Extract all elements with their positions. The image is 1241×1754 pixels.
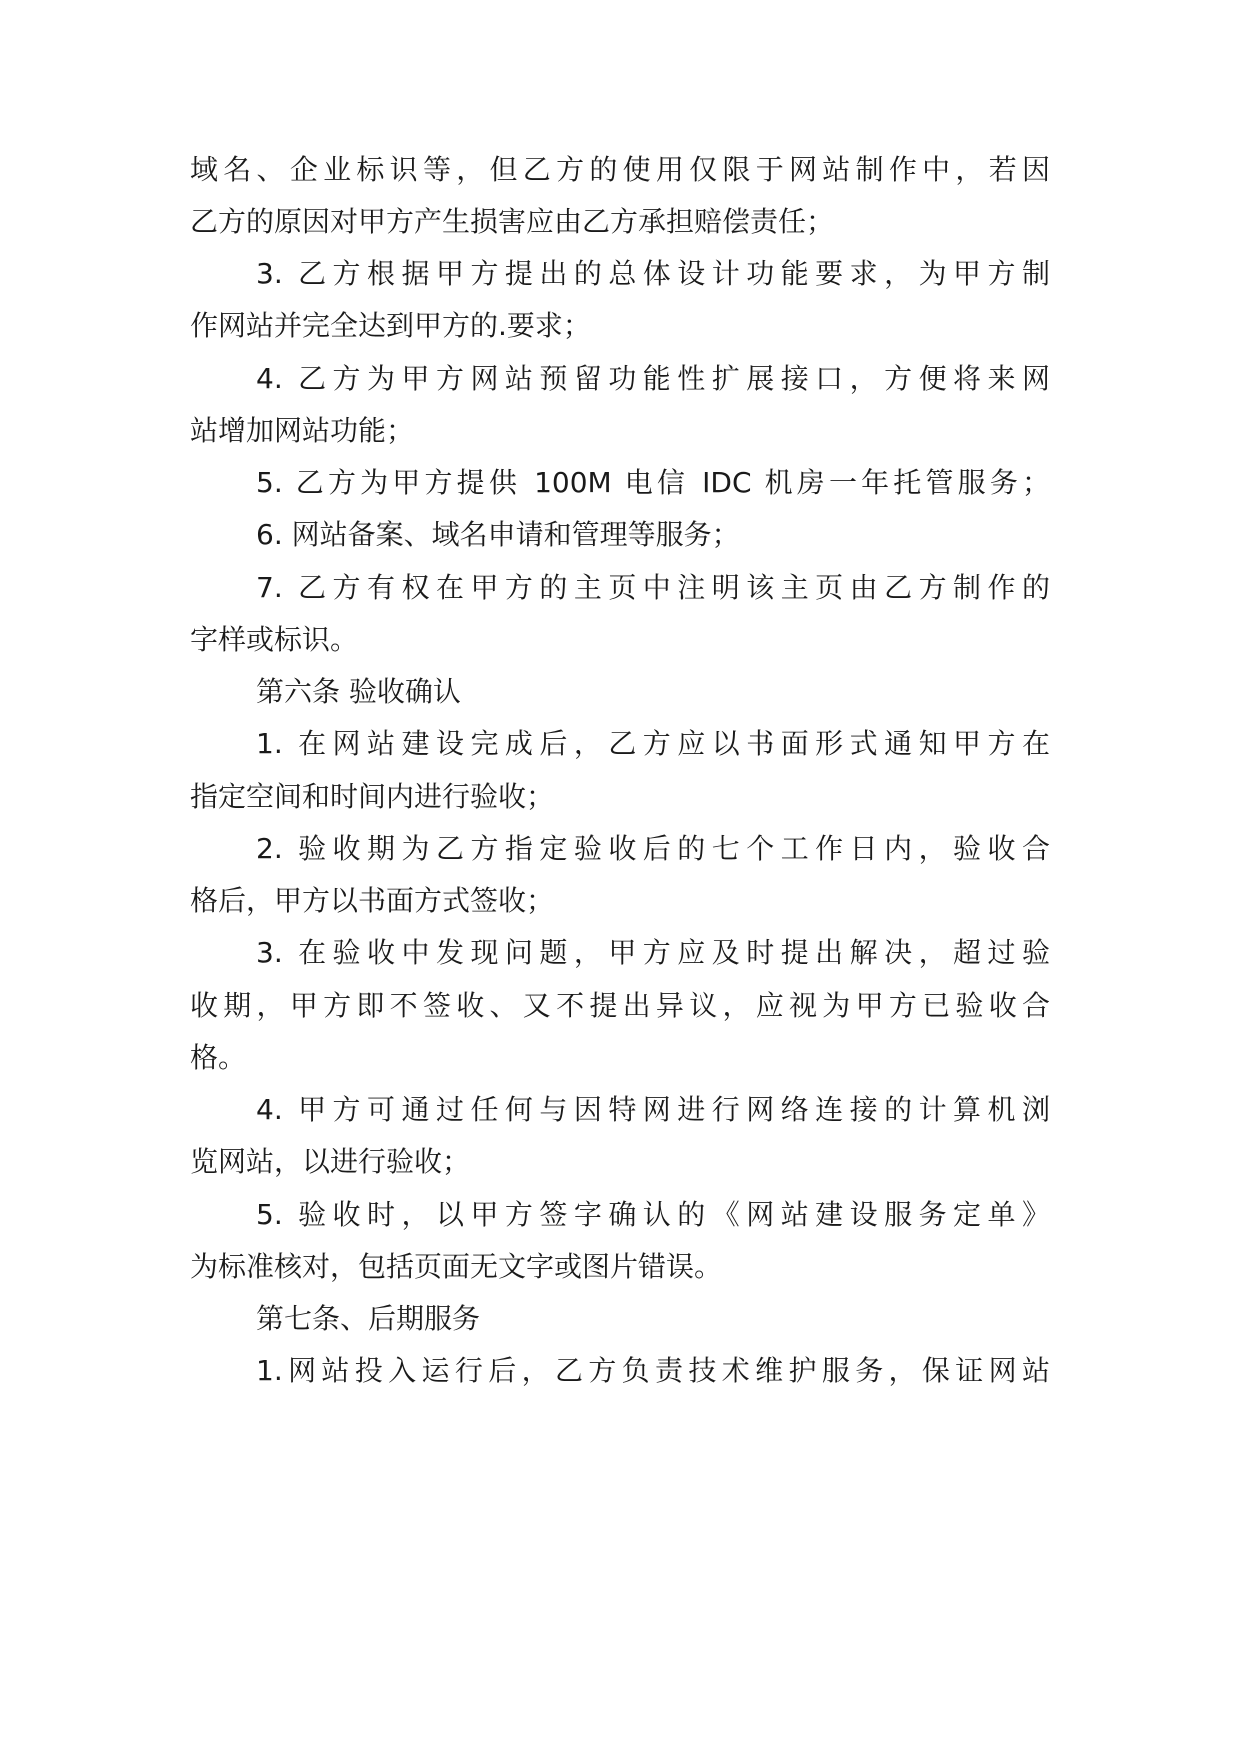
paragraph-line: 5. 乙方为甲方提供 100M 电信 IDC 机房一年托管服务； [256,466,1050,499]
paragraph-line: 览网站，以进行验收； [190,1145,471,1178]
paragraph-line: 为标准核对，包括页面无文字或图片错误。 [190,1250,723,1283]
paragraph-line: 4. 乙方为甲方网站预留功能性扩展接口，方便将来网 [256,362,1050,395]
paragraph-line: 7. 乙方有权在甲方的主页中注明该主页由乙方制作的 [256,571,1050,604]
paragraph-line: 指定空间和时间内进行验收； [190,780,555,813]
paragraph-line: 6. 网站备案、域名申请和管理等服务； [256,518,740,551]
paragraph-line: 字样或标识。 [190,623,359,656]
paragraph-line: 格后，甲方以书面方式签收； [190,884,555,917]
section-heading: 第六条 验收确认 [256,675,461,708]
paragraph-line: 4. 甲方可通过任何与因特网进行网络连接的计算机浏 [256,1093,1050,1126]
paragraph-line: 作网站并完全达到甲方的.要求； [190,309,591,342]
paragraph-line: 域名、企业标识等，但乙方的使用仅限于网站制作中，若因 [190,153,1050,186]
paragraph-line: 1.网站投入运行后，乙方负责技术维护服务，保证网站 [256,1354,1050,1387]
paragraph-line: 格。 [190,1041,247,1074]
paragraph-line: 收期，甲方即不签收、又不提出异议，应视为甲方已验收合 [190,989,1050,1022]
paragraph-line: 5. 验收时，以甲方签字确认的《网站建设服务定单》 [256,1198,1050,1231]
paragraph-line: 1. 在网站建设完成后，乙方应以书面形式通知甲方在 [256,727,1050,760]
paragraph-line: 3. 在验收中发现问题，甲方应及时提出解决，超过验 [256,936,1050,969]
section-heading: 第七条、后期服务 [256,1302,481,1335]
paragraph-line: 乙方的原因对甲方产生损害应由乙方承担赔偿责任； [190,205,835,238]
paragraph-line: 3. 乙方根据甲方提出的总体设计功能要求，为甲方制 [256,257,1050,290]
paragraph-line: 站增加网站功能； [190,414,415,447]
paragraph-line: 2. 验收期为乙方指定验收后的七个工作日内，验收合 [256,832,1050,865]
